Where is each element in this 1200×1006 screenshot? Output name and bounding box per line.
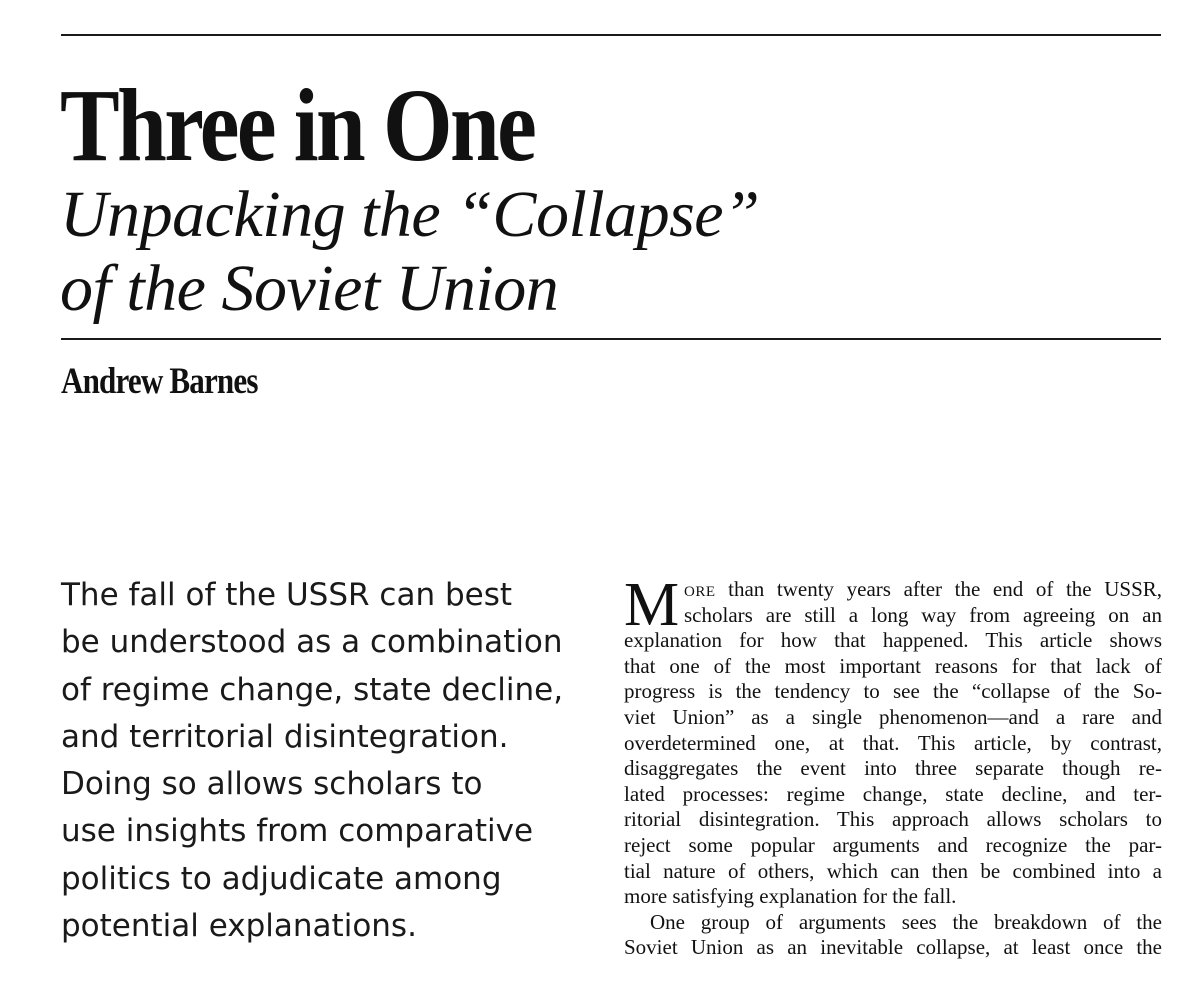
body-line: overdetermined one, at that. This article, by contrast, xyxy=(624,730,1162,755)
top-rule xyxy=(61,34,1161,36)
body-line: lated processes: regime change, state decline, and ter- xyxy=(624,781,1162,806)
body-line: Soviet Union as an inevitable collapse, at least once the xyxy=(624,935,1162,960)
article-title: Three in One xyxy=(60,68,535,183)
body-line xyxy=(624,577,1162,603)
subtitle-line: Unpacking the “Collapse” xyxy=(60,178,760,251)
body-line-text: than twenty years after the end of the USSR, xyxy=(728,577,1162,601)
body-line: ritorial disintegration. This approach allows scholars to xyxy=(624,807,1162,832)
body-line: more satisfying explanation for the fall. xyxy=(624,884,957,909)
body-line: that one of the most important reasons for that lack of xyxy=(624,653,1162,678)
abstract-line: use insights from comparative xyxy=(61,813,534,850)
body-line: disaggregates the event into three separate though re- xyxy=(624,756,1162,781)
drop-cap: M xyxy=(624,571,680,639)
body-text xyxy=(624,571,1162,961)
body-line: explanation for how that happened. This article shows xyxy=(624,628,1162,653)
abstract-line: and territorial disintegration. xyxy=(61,718,509,755)
abstract xyxy=(61,572,601,950)
author-name: Andrew Barnes xyxy=(61,361,258,402)
abstract-line: be understood as a combination xyxy=(61,624,563,661)
first-word-smallcaps: ORE xyxy=(684,584,716,600)
abstract-line: politics to adjudicate among xyxy=(61,860,502,897)
title-rule xyxy=(61,338,1161,340)
abstract-line: Doing so allows scholars to xyxy=(61,766,483,803)
body-line: One group of arguments sees the breakdown of the xyxy=(650,909,1162,934)
article-subtitle xyxy=(60,178,759,326)
body-line: tial nature of others, which can then be combined into a xyxy=(624,858,1162,883)
subtitle-line: of the Soviet Union xyxy=(60,252,559,325)
abstract-line: The fall of the USSR can best xyxy=(61,577,512,613)
body-line: viet Union” as a single phenomenon—and a rare and xyxy=(624,704,1162,729)
body-line: reject some popular arguments and recognize the par- xyxy=(624,832,1162,857)
body-line: scholars are still a long way from agreeing on an xyxy=(684,602,1162,627)
abstract-line: of regime change, state decline, xyxy=(61,671,564,708)
body-line: progress is the tendency to see the “collapse of the So- xyxy=(624,679,1162,704)
abstract-line: potential explanations. xyxy=(61,908,417,945)
